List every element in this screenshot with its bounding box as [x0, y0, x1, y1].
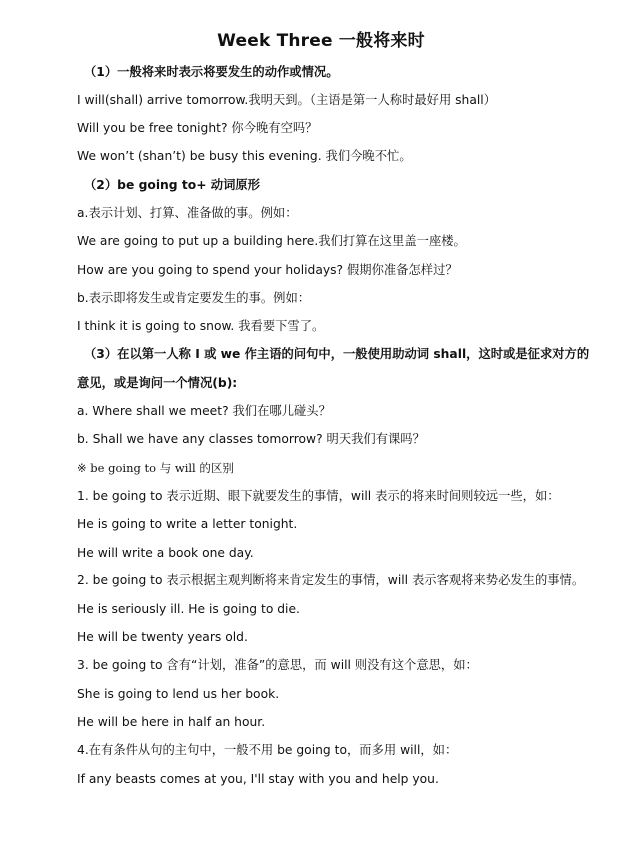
example-line: We are going to put up a building here.我们打算在这里盖一座楼。	[77, 234, 466, 248]
example-line: We won’t (shan’t) be busy this evening. 我们今晚不忙。	[77, 149, 412, 163]
example-line: I think it is going to snow. 我看要下雪了。	[77, 319, 325, 333]
example-line: a. Where shall we meet? 我们在哪儿碰头？	[77, 404, 331, 418]
comparison-heading: ※ be going to 与 will 的区别	[77, 461, 234, 475]
example-line: b. Shall we have any classes tomorrow? 明天我们有课吗？	[77, 432, 425, 446]
example-line: She is going to lend us her book.	[77, 687, 280, 701]
rule-line: 4.在有条件从句的主句中，一般不用 be going to，而多用 will，如：	[77, 743, 458, 757]
rule-line: 2. be going to 表示根据主观判断将来肯定发生的事情，will 表示客观将来势必发生的事情。	[77, 573, 585, 587]
section-3-heading: （3）在以第一人称 I 或 we 作主语的问句中，一般使用助动词 shall，这时或是征求对方的	[84, 347, 590, 361]
rule-line: 1. be going to 表示近期、眼下就要发生的事情，will 表示的将来时间则较远一些，如：	[77, 489, 560, 503]
section-2-heading: （2）be going to+ 动词原形	[84, 178, 260, 192]
example-line: He will write a book one day.	[77, 546, 254, 560]
example-line: If any beasts comes at you, I'll stay with you and help you.	[77, 772, 439, 786]
example-line: Will you be free tonight? 你今晚有空吗？	[77, 121, 318, 135]
example-line: He will be twenty years old.	[77, 630, 248, 644]
example-line: How are you going to spend your holidays? 假期你准备怎样过？	[77, 263, 458, 277]
rule-line: b.表示即将发生或肯定要发生的事。例如：	[77, 291, 311, 305]
example-line: I will(shall) arrive tomorrow.我明天到。（主语是第一人称时最好用 shall）	[77, 93, 497, 107]
page-title: Week Three 一般将来时	[217, 31, 425, 51]
example-line: He is seriously ill. He is going to die.	[77, 602, 300, 616]
rule-line: 3. be going to 含有“计划，准备”的意思，而 will 则没有这个意思，如：	[77, 658, 478, 672]
rule-line: a.表示计划、打算、准备做的事。例如：	[77, 206, 298, 220]
section-3-heading-cont: 意见，或是询问一个情况(b):	[77, 376, 238, 390]
example-line: He will be here in half an hour.	[77, 715, 266, 729]
section-1-heading: （1）一般将来时表示将要发生的动作或情况。	[84, 65, 339, 79]
example-line: He is going to write a letter tonight.	[77, 517, 298, 531]
